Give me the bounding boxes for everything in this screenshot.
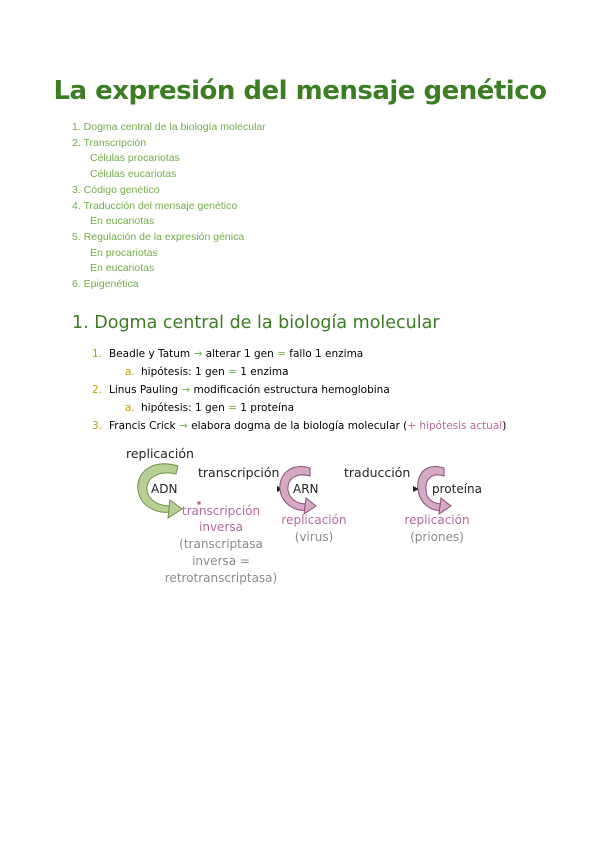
toc-item[interactable]: 1. Dogma central de la biología molecular <box>72 121 266 133</box>
virus-replication-label: replicación <box>281 513 347 527</box>
reverse-transcription-line: (transcriptasa <box>179 537 263 551</box>
adn-arrow-head <box>168 500 182 518</box>
translation-label: traducción <box>344 465 411 480</box>
prion-label: (priones) <box>410 530 464 544</box>
section-heading: 1. Dogma central de la biología molecular <box>72 313 440 333</box>
reverse-transcription-line: inversa <box>199 520 243 534</box>
toc-item[interactable]: 3. Código genético <box>72 183 160 196</box>
toc-subitem[interactable]: En eucariotas <box>90 262 155 275</box>
arn-label: ARN <box>293 482 319 496</box>
page-title: La expresión del mensaje genético <box>53 76 547 106</box>
toc-subitem[interactable]: En eucariotas <box>90 215 155 228</box>
arn-arrow-head <box>304 498 316 514</box>
list-subitem: a. hipótesis: 1 gen = 1 enzima <box>125 366 289 378</box>
transcription-label: transcripción <box>198 465 280 480</box>
reverse-transcription-line: transcripción <box>181 504 261 518</box>
toc-item[interactable]: 5. Regulación de la expresión génica <box>72 230 245 243</box>
reverse-transcription-line: inversa = <box>192 554 250 568</box>
virus-label: (virus) <box>294 530 334 544</box>
list-subitem: a. hipótesis: 1 gen = 1 proteína <box>125 402 295 414</box>
toc-item[interactable]: 2. Transcripción <box>72 136 147 149</box>
adn-label: ADN <box>151 482 178 496</box>
protein-label: proteína <box>432 482 483 496</box>
list-item: 2. Linus Pauling → modificación estructura hemoglobina <box>92 384 390 396</box>
prion-replication-label: replicación <box>404 513 470 527</box>
toc-subitem[interactable]: Células eucariotas <box>90 168 177 181</box>
toc-subitem[interactable]: En procariotas <box>90 246 158 259</box>
list-item: 3. Francis Crick → elabora dogma de la biología molecular (+ hipótesis actual) <box>92 420 507 432</box>
replication-label: replicación <box>126 446 194 461</box>
toc-subitem[interactable]: Células procariotas <box>90 152 180 165</box>
toc-item[interactable]: 4. Traducción del mensaje genético <box>72 199 238 212</box>
list-item: 1. Beadle y Tatum → alterar 1 gen = fallo 1 enzima <box>92 348 364 360</box>
reverse-transcription-line: retrotranscriptasa) <box>164 571 278 585</box>
protein-arrow-head <box>439 498 451 514</box>
toc-item[interactable]: 6. Epigenética <box>72 278 139 291</box>
